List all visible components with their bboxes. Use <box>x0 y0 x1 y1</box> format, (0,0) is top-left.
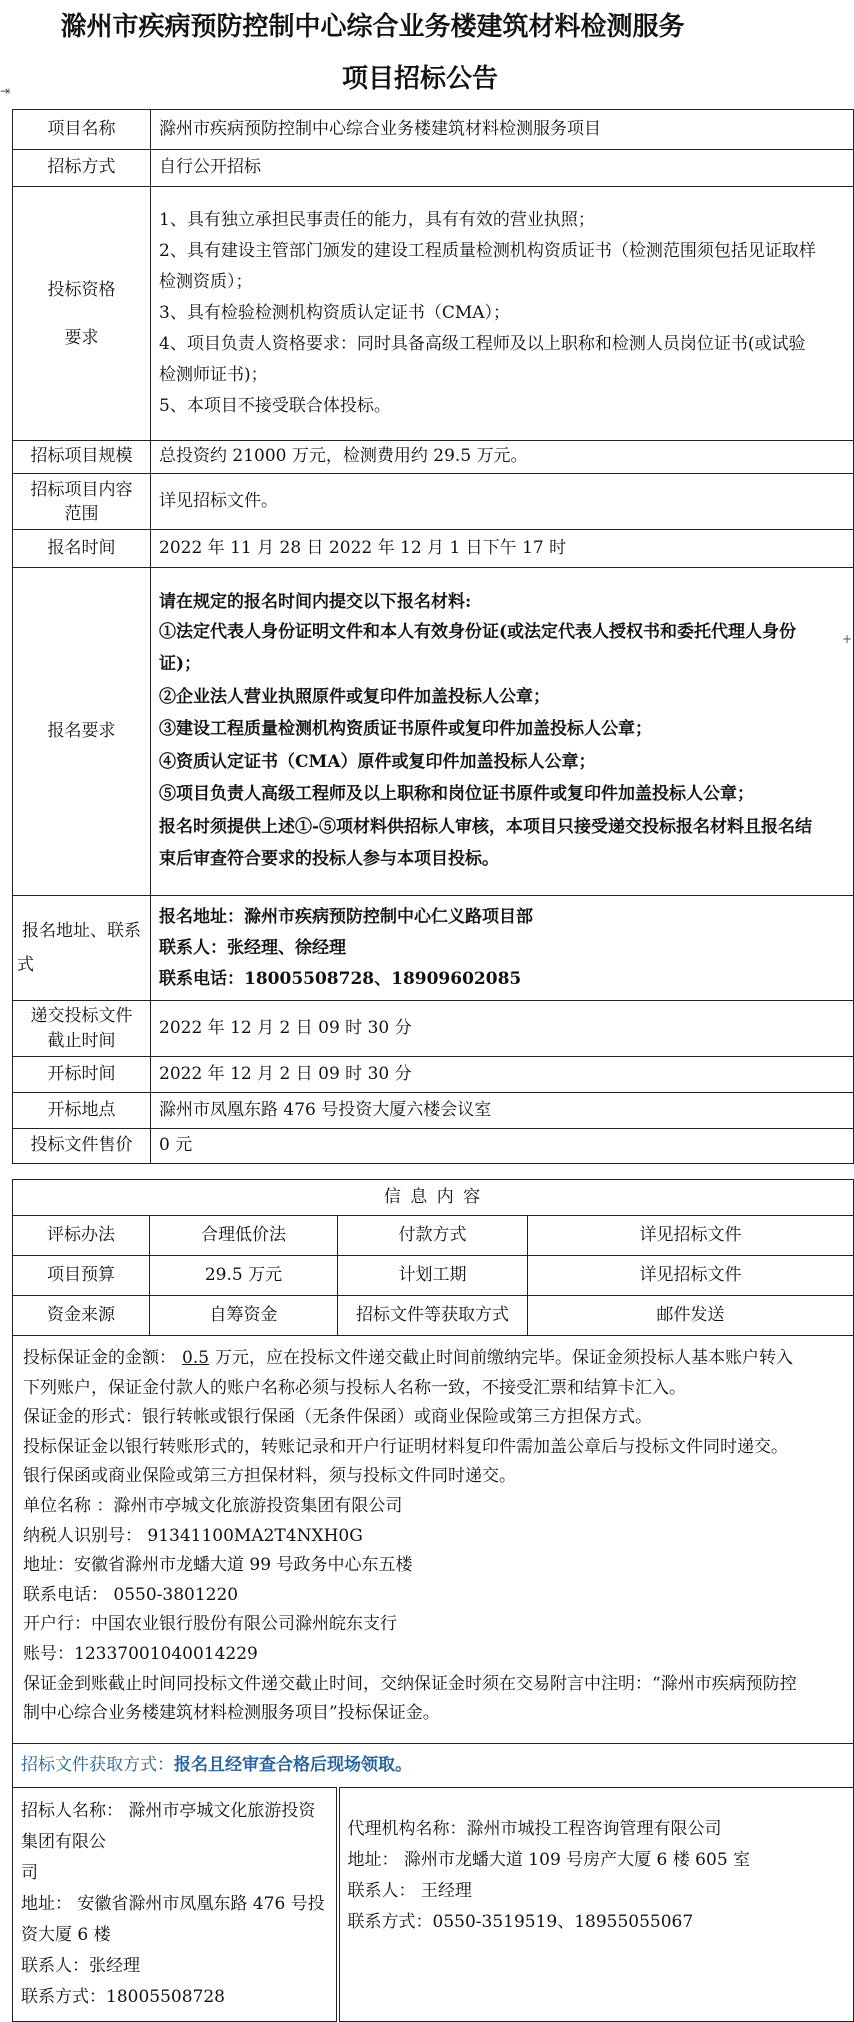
agency-line: 联系人： 王经理 <box>347 1881 472 1901</box>
obtain-row <box>13 1744 854 1788</box>
obtain-label: 招标文件获取方式： <box>21 1754 174 1775</box>
label-scope <box>13 474 151 530</box>
page-title-line2: 项目招标公告 <box>341 64 498 94</box>
row-qualification <box>13 187 854 441</box>
label-reg-time: 报名时间 <box>13 530 151 568</box>
list-item: 5、本项目不接受联合体投标。 <box>159 396 391 416</box>
label-reg-addr <box>13 896 151 1001</box>
list-item: 检测师证书)； <box>159 365 268 385</box>
label-reg-req: 报名要求 <box>13 568 151 896</box>
tenderer-line: 司 <box>21 1863 38 1883</box>
guarantee-row <box>13 1336 854 1744</box>
info-cell: 合理低价法 <box>150 1216 338 1256</box>
table-row <box>13 1256 854 1296</box>
parties-row <box>13 1788 854 2022</box>
reg-req-line: ②企业法人营业执照原件或复印件加盖投标人公章； <box>159 686 550 707</box>
guarantee-line: 保证金的形式：银行转帐或银行保函（无条件保函）或商业保险或第三方担保方式。 <box>23 1407 652 1428</box>
label-qualification-line2: 要求 <box>64 327 99 348</box>
value-scale: 总投资约 21000 万元，检测费用约 29.5 万元。 <box>151 441 854 474</box>
info-cell: 项目预算 <box>13 1256 150 1296</box>
page-title-line1: 滁州市疾病预防控制中心综合业务楼建筑材料检测服务 <box>60 12 685 42</box>
guarantee-amount-value: 0.5 <box>182 1348 210 1368</box>
value-open-time: 2022 年 12 月 2 日 09 时 30 分 <box>151 1057 854 1093</box>
reg-req-line: 请在规定的报名时间内提交以下报名材料: <box>159 591 472 612</box>
value-scope: 详见招标文件。 <box>151 474 854 530</box>
value-deadline: 2022 年 12 月 2 日 09 时 30 分 <box>151 1001 854 1057</box>
guarantee-line: 开户行：中国农业银行股份有限公司滁州皖东支行 <box>23 1614 397 1635</box>
row-deadline <box>13 1001 854 1057</box>
reg-req-line: 报名时须提供上述①-⑤项材料供招标人审核，本项目只接受递交投标报名材料且报名结 <box>159 816 813 837</box>
info-cell: 招标文件等获取方式 <box>338 1296 528 1336</box>
label-qualification-line1: 投标资格 <box>47 279 116 300</box>
reg-addr-line: 联系电话：18005508728、18909602085 <box>159 968 522 989</box>
label-deadline <box>13 1001 151 1057</box>
guarantee-line: 制中心综合业务楼建筑材料检测服务项目”投标保证金。 <box>23 1703 440 1724</box>
guarantee-line: 联系电话： 0550-3801220 <box>23 1584 239 1605</box>
tenderer-info <box>13 1788 338 2022</box>
agency-line: 地址： 滁州市龙蟠大道 109 号房产大厦 6 楼 605 室 <box>347 1850 751 1870</box>
label-qualification <box>13 187 151 441</box>
info-cell: 详见招标文件 <box>528 1256 854 1296</box>
label-scope-line1: 招标项目内容 <box>30 479 133 500</box>
tenderer-line: 联系人：张经理 <box>21 1956 140 1976</box>
guarantee-amount-line <box>23 1344 843 1374</box>
label-deadline-line2: 截止时间 <box>47 1030 116 1051</box>
info-cell: 详见招标文件 <box>528 1216 854 1256</box>
guarantee-section <box>13 1336 854 1744</box>
reg-req-line: 束后审查符合要求的投标人参与本项目投标。 <box>159 849 499 869</box>
info-cell: 邮件发送 <box>528 1296 854 1336</box>
row-project-name <box>13 110 854 150</box>
guarantee-amount-suffix: 万元，应在投标文件递交截止时间前缴纳完毕。保证金须投标人基本账户转入 <box>215 1348 794 1368</box>
reg-req-line: 证)； <box>159 654 202 674</box>
tenderer-line: 招标人名称： 滁州市亭城文化旅游投资集团有限公 <box>21 1801 316 1852</box>
label-reg-addr-line2: 式 <box>17 955 34 975</box>
tenderer-line: 地址： 安徽省滁州市凤凰东路 476 号投资大厦 6 楼 <box>21 1894 325 1945</box>
row-reg-time <box>13 530 854 568</box>
row-price <box>13 1129 854 1164</box>
label-reg-addr-line1: 报名地址、联系 <box>22 921 141 941</box>
info-cell: 付款方式 <box>338 1216 528 1256</box>
obtain-value: 报名且经审查合格后现场领取。 <box>174 1754 412 1775</box>
value-qualification <box>151 187 854 441</box>
row-open-time <box>13 1057 854 1093</box>
reg-addr-line: 报名地址：滁州市疾病预防控制中心仁义路项目部 <box>159 906 533 927</box>
guarantee-line: 账号：12337001040014229 <box>23 1643 258 1664</box>
row-scope <box>13 474 854 530</box>
info-table <box>12 1179 854 2022</box>
table-row <box>13 1296 854 1336</box>
row-method <box>13 150 854 187</box>
label-project-name: 项目名称 <box>13 110 151 150</box>
label-open-time: 开标时间 <box>13 1057 151 1093</box>
row-scale <box>13 441 854 474</box>
add-column-icon[interactable]: + <box>842 632 853 646</box>
guarantee-amount-prefix: 投标保证金的金额： <box>23 1348 176 1368</box>
label-method: 招标方式 <box>13 150 151 187</box>
reg-req-line: ③建设工程质量检测机构资质证书原件或复印件加盖投标人公章； <box>159 719 652 739</box>
guarantee-line: 纳税人识别号： 91341100MA2T4NXH0G <box>23 1525 363 1546</box>
info-cell: 自筹资金 <box>150 1296 338 1336</box>
agency-line: 代理机构名称：滁州市城投工程咨询管理有限公司 <box>347 1819 722 1839</box>
guarantee-line: 下列账户，保证金付款人的账户名称必须与投标人名称一致，不接受汇票和结算卡汇入。 <box>23 1377 686 1398</box>
row-open-place <box>13 1093 854 1129</box>
reg-req-line: ④资质认定证书（CMA）原件或复印件加盖投标人公章； <box>159 751 596 772</box>
list-item: 4、项目负责人资格要求：同时具备高级工程师及以上职称和检测人员岗位证书(或试验 <box>159 334 806 354</box>
row-reg-addr <box>13 896 854 1001</box>
label-price: 投标文件售价 <box>13 1129 151 1164</box>
info-cell: 评标办法 <box>13 1216 150 1256</box>
tenderer-line: 联系方式：18005508728 <box>21 1987 225 2007</box>
agency-info <box>338 1788 854 2022</box>
value-reg-addr <box>151 896 854 1001</box>
guarantee-line: 单位名称 ：滁州市亭城文化旅游投资集团有限公司 <box>23 1495 403 1516</box>
info-cell: 计划工期 <box>338 1256 528 1296</box>
table-row <box>13 1216 854 1256</box>
value-price: 0 元 <box>151 1129 854 1164</box>
list-item: 2、具有建设主管部门颁发的建设工程质量检测机构资质证书（检测范围须包括见证取样 <box>159 241 816 261</box>
list-item: 1、具有独立承担民事责任的能力，具有有效的营业执照； <box>159 210 595 230</box>
info-cell: 资金来源 <box>13 1296 150 1336</box>
list-item: 检测资质）； <box>159 272 253 292</box>
value-project-name: 滁州市疾病预防控制中心综合业务楼建筑材料检测服务项目 <box>151 110 854 150</box>
label-deadline-line1: 递交投标文件 <box>30 1005 133 1026</box>
obtain-method <box>13 1744 854 1788</box>
label-open-place: 开标地点 <box>13 1093 151 1129</box>
reg-req-line: ①法定代表人身份证明文件和本人有效身份证(或法定代表人授权书和委托代理人身份 <box>159 621 797 642</box>
value-reg-time: 2022 年 11 月 28 日 2022 年 12 月 1 日下午 17 时 <box>151 530 854 568</box>
row-reg-req <box>13 568 854 896</box>
value-open-place: 滁州市凤凰东路 476 号投资大厦六楼会议室 <box>151 1093 854 1129</box>
value-method: 自行公开招标 <box>151 150 854 187</box>
info-header: 信 息 内 容 <box>13 1180 854 1216</box>
table-move-handle-icon[interactable]: ⇥ <box>0 84 11 98</box>
agency-line: 联系方式：0550-3519519、18955055067 <box>347 1912 694 1932</box>
guarantee-line: 保证金到账截止时间同投标文件递交截止时间，交纳保证金时须在交易附言中注明：“滁州市疾病预防控 <box>23 1673 797 1694</box>
label-scope-line2: 范围 <box>64 503 99 524</box>
info-header-row <box>13 1180 854 1216</box>
value-reg-req <box>151 568 854 896</box>
label-scale: 招标项目规模 <box>13 441 151 474</box>
guarantee-line: 地址：安徽省滁州市龙蟠大道 99 号政务中心东五楼 <box>23 1555 413 1576</box>
guarantee-line: 投标保证金以银行转账形式的，转账记录和开户行证明材料复印件需加盖公章后与投标文件同时递交。 <box>23 1436 788 1457</box>
guarantee-line: 银行保函或商业保险或第三方担保材料，须与投标文件同时递交。 <box>23 1466 516 1487</box>
reg-req-line: ⑤项目负责人高级工程师及以上职称和岗位证书原件或复印件加盖投标人公章； <box>159 784 754 804</box>
list-item: 3、具有检验检测机构资质认定证书（CMA）； <box>159 303 511 323</box>
announcement-table <box>12 109 854 1164</box>
info-cell: 29.5 万元 <box>150 1256 338 1296</box>
reg-addr-line: 联系人：张经理、徐经理 <box>159 937 346 958</box>
